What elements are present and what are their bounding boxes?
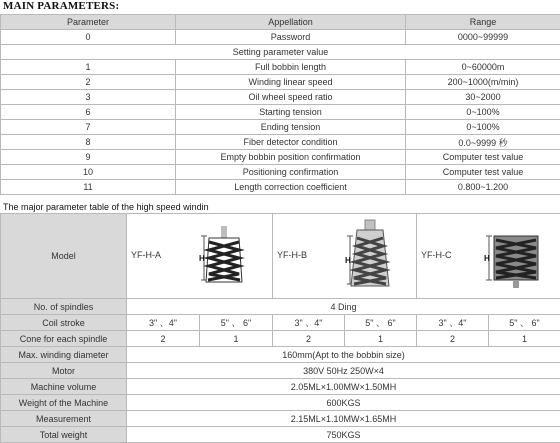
bobbin-a-icon — [149, 218, 269, 294]
table-row — [1, 75, 560, 90]
measurement-label: Measurement — [1, 411, 127, 427]
max-diameter-label: Max. winding diameter — [1, 347, 127, 363]
range-cell: 0000~99999 — [406, 30, 560, 45]
table-row — [1, 105, 560, 120]
table-row — [1, 90, 560, 105]
model-row — [1, 214, 560, 299]
machine-table-title: The major parameter table of the high speed windin — [3, 202, 209, 212]
appellation-cell: Ending tension — [176, 120, 406, 135]
parameter-cell: 1 — [1, 60, 176, 75]
spindles-label: No. of spindles — [1, 299, 127, 315]
appellation-cell: Empty bobbin position confirmation — [176, 150, 406, 165]
height-mark: H — [484, 254, 490, 263]
column-header-range: Range — [406, 15, 560, 30]
parameter-cell: 8 — [1, 135, 176, 150]
table-row — [1, 331, 560, 347]
machine-volume-label: Machine volume — [1, 379, 127, 395]
table-row — [1, 427, 560, 443]
page-title: MAIN PARAMETERS: — [3, 0, 119, 12]
machine-weight-value: 600KGS — [127, 395, 560, 411]
cone-cell: 1 — [345, 331, 417, 347]
appellation-cell: Fiber detector condition — [176, 135, 406, 150]
model-cell-c — [417, 214, 560, 299]
column-header-parameter: Parameter — [1, 15, 176, 30]
bobbin-c-icon — [439, 218, 559, 294]
total-weight-value: 750KGS — [127, 427, 560, 443]
range-cell: 0~100% — [406, 105, 560, 120]
range-cell: Computer test value — [406, 150, 560, 165]
coil-stroke-cell: 5" 、 6" — [345, 315, 417, 331]
range-cell: 0~60000m — [406, 60, 560, 75]
column-header-appellation: Appellation — [176, 15, 406, 30]
model-label: Model — [1, 214, 127, 299]
coil-stroke-cell: 5" 、 6" — [489, 315, 560, 331]
parameter-cell: 11 — [1, 180, 176, 195]
table-row — [1, 120, 560, 135]
total-weight-label: Total weight — [1, 427, 127, 443]
cone-label: Cone for each spindle — [1, 331, 127, 347]
parameter-cell: 9 — [1, 150, 176, 165]
height-mark: H — [345, 256, 351, 265]
table-row — [1, 135, 560, 150]
measurement-value: 2.15ML×1.10MW×1.65MH — [127, 411, 560, 427]
appellation-cell: Length correction coefficient — [176, 180, 406, 195]
table-row — [1, 150, 560, 165]
spindles-value: 4 Ding — [127, 299, 560, 315]
cone-cell: 2 — [127, 331, 200, 347]
cone-cell: 1 — [489, 331, 560, 347]
range-cell: 200~1000(m/min) — [406, 75, 560, 90]
model-name: YF-H-C — [421, 250, 452, 260]
coil-stroke-label: Coil stroke — [1, 315, 127, 331]
appellation-cell: Starting tension — [176, 105, 406, 120]
parameter-cell: 7 — [1, 120, 176, 135]
model-name: YF-H-B — [277, 250, 307, 260]
appellation-cell: Positioning confirmation — [176, 165, 406, 180]
appellation-cell: Password — [176, 30, 406, 45]
table-row — [1, 165, 560, 180]
appellation-cell: Winding linear speed — [176, 75, 406, 90]
max-diameter-value: 160mm(Apt to the bobbin size) — [127, 347, 560, 363]
cone-cell: 2 — [273, 331, 345, 347]
coil-stroke-cell: 3" 、4" — [273, 315, 345, 331]
parameter-cell: 3 — [1, 90, 176, 105]
bobbin-b-icon — [295, 218, 415, 294]
range-cell: 0.800~1.200 — [406, 180, 560, 195]
table-row — [1, 30, 560, 45]
motor-value: 380V 50Hz 250W×4 — [127, 363, 560, 379]
model-cell-b — [273, 214, 417, 299]
coil-stroke-cell: 3" 、4" — [127, 315, 200, 331]
range-cell: 0.0~9999 秒 — [406, 135, 560, 150]
parameter-cell: 2 — [1, 75, 176, 90]
model-name: YF-H-A — [131, 250, 161, 260]
cone-cell: 2 — [417, 331, 489, 347]
machine-volume-value: 2.05ML×1.00MW×1.50MH — [127, 379, 560, 395]
table-row — [1, 299, 560, 315]
table-row — [1, 180, 560, 195]
table-row — [1, 379, 560, 395]
range-cell: Computer test value — [406, 165, 560, 180]
parameter-cell: 10 — [1, 165, 176, 180]
table-row — [1, 60, 560, 75]
machine-parameters-table — [0, 213, 560, 443]
main-parameters-table — [0, 14, 560, 195]
coil-stroke-cell: 3" 、4" — [417, 315, 489, 331]
machine-weight-label: Weight of the Machine — [1, 395, 127, 411]
motor-label: Motor — [1, 363, 127, 379]
section-title: Setting parameter value — [1, 45, 560, 60]
appellation-cell: Oil wheel speed ratio — [176, 90, 406, 105]
appellation-cell: Full bobbin length — [176, 60, 406, 75]
coil-stroke-cell: 5" 、 6" — [200, 315, 273, 331]
parameter-cell: 0 — [1, 30, 176, 45]
parameter-cell: 6 — [1, 105, 176, 120]
table-row — [1, 411, 560, 427]
cone-cell: 1 — [200, 331, 273, 347]
range-cell: 30~2000 — [406, 90, 560, 105]
table-row — [1, 315, 560, 331]
range-cell: 0~100% — [406, 120, 560, 135]
table-row — [1, 347, 560, 363]
model-cell-a — [127, 214, 273, 299]
table-row — [1, 363, 560, 379]
height-mark: H — [199, 254, 205, 263]
section-row — [1, 45, 560, 60]
table-row — [1, 395, 560, 411]
table-header-row — [1, 15, 560, 30]
